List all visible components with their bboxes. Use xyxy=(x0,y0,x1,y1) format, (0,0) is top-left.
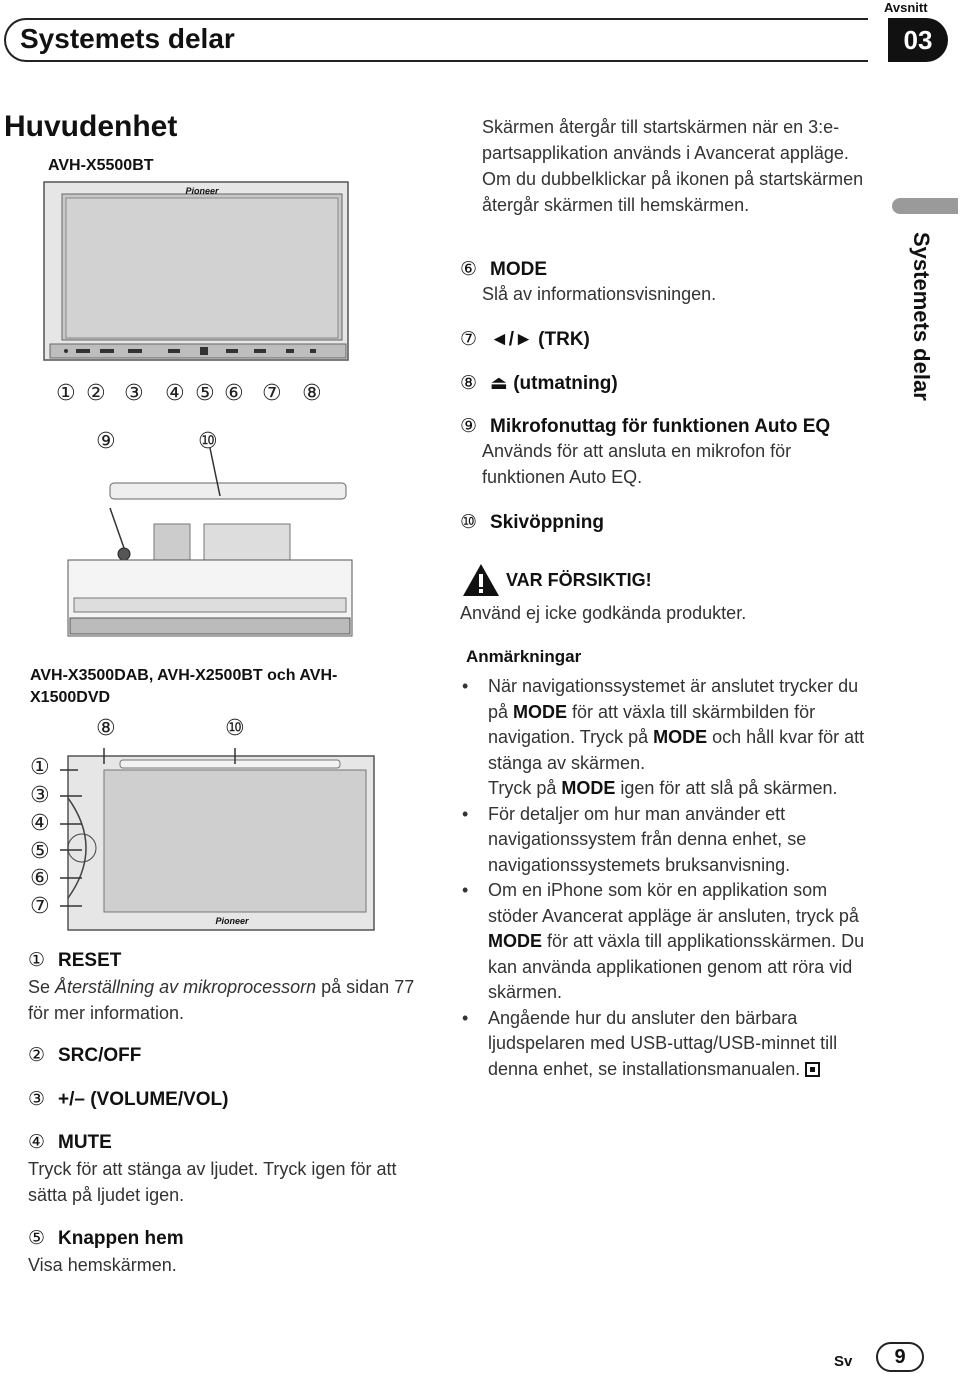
side-tab-marker xyxy=(892,198,958,214)
item-title: Knappen hem xyxy=(58,1228,184,1249)
notes-heading: Anmärkningar xyxy=(466,647,582,666)
end-mark-icon xyxy=(805,1062,820,1077)
item-body: Visa hemskärmen. xyxy=(28,1255,177,1275)
callout-a10: ⑩ xyxy=(198,429,218,454)
section-label: Avsnitt xyxy=(884,0,928,15)
note-item-extra: Tryck på MODE igen för att slå på skärmen. xyxy=(488,778,838,798)
item-title: +/– (VOLUME/VOL) xyxy=(58,1089,229,1110)
callout-a4: ④ xyxy=(165,381,185,406)
item-number: ① xyxy=(28,949,46,971)
item-mode xyxy=(460,258,870,307)
callout-a1: ① xyxy=(56,381,76,406)
callout-b6: ⑥ xyxy=(30,866,50,891)
item-reset xyxy=(28,949,428,1026)
side-tab xyxy=(880,232,960,432)
panel-block xyxy=(204,524,290,560)
item-number: ⑤ xyxy=(28,1227,46,1249)
item-number: ④ xyxy=(28,1131,46,1153)
src-button-icon xyxy=(76,349,90,353)
callout-a7: ⑦ xyxy=(262,381,282,406)
mute-button-icon xyxy=(168,349,180,353)
button-strip xyxy=(50,344,346,358)
item-mute xyxy=(28,1131,428,1208)
item-title: RESET xyxy=(58,950,122,971)
item-title: MODE xyxy=(490,259,547,280)
item-body: Slå av informationsvisningen. xyxy=(482,284,717,304)
callout-b5: ⑤ xyxy=(30,839,50,864)
item-title: Skivöppning xyxy=(490,512,604,533)
callout-b10: ⑩ xyxy=(225,716,245,741)
unit-screen xyxy=(66,198,338,338)
vol2-button-icon xyxy=(128,349,142,353)
model-label-a: AVH-X5500BT xyxy=(48,157,154,174)
callout-b3: ③ xyxy=(30,783,50,808)
home-button-icon xyxy=(200,347,208,355)
item-src-off xyxy=(28,1044,141,1067)
caution-body: Använd ej icke godkända produkter. xyxy=(460,603,747,623)
callout-a6: ⑥ xyxy=(224,381,244,406)
item-title: MUTE xyxy=(58,1132,112,1153)
callout-b7: ⑦ xyxy=(30,894,50,919)
notes-list xyxy=(460,674,880,1082)
item-number: ⑨ xyxy=(460,415,478,437)
continuation-text: Skärmen återgår till startskärmen när en 3:e-partsapplikation används i Avancerat appläge. Om du dubbelklickar på ikonen på startskärmen återgår skärmen till hemskärmen. xyxy=(482,117,864,215)
item-body: Används för att ansluta en mikrofon för funktionen Auto EQ. xyxy=(482,441,792,487)
item-number: ③ xyxy=(28,1088,46,1110)
warning-icon xyxy=(462,563,500,597)
chassis-rail xyxy=(74,598,346,612)
section-number-badge: 03 xyxy=(888,18,948,62)
head-unit-diagram-b xyxy=(60,748,380,934)
item-number: ⑧ xyxy=(460,372,478,394)
trk-button-icon xyxy=(254,349,266,353)
item-title: Mikrofonuttag för funktionen Auto EQ xyxy=(490,416,831,437)
disc-slot xyxy=(110,483,346,499)
vol-button-icon xyxy=(100,349,114,353)
callout-a5: ⑤ xyxy=(195,381,215,406)
item-trk xyxy=(460,328,590,351)
page-number: 9 xyxy=(876,1342,924,1372)
callout-b8: ⑧ xyxy=(96,716,116,741)
note-item: • När navigationssystemet är anslutet trycker du på MODE för att växla till skärmbilden för navigation. Tryck på MODE och håll kvar för att stänga av skärmen. Tryck på MODE igen för att slå på skärmen. xyxy=(460,674,880,802)
chassis-base xyxy=(70,618,350,634)
item-title: ◄/► (TRK) xyxy=(490,329,590,350)
pioneer-logo: Pioneer xyxy=(185,186,219,196)
item-number: ⑦ xyxy=(460,328,478,350)
unit-b-screen xyxy=(104,770,366,912)
mic-jack-icon xyxy=(118,548,130,560)
callout-b4: ④ xyxy=(30,811,50,836)
item-body-pre: Se xyxy=(28,977,56,997)
connector-block xyxy=(154,524,190,560)
item-body: Tryck för att stänga av ljudet. Tryck igen för att sätta på ljudet igen. xyxy=(28,1159,397,1205)
item-disc-slot xyxy=(460,511,604,534)
item-mic xyxy=(460,415,880,490)
item-title: ⏏ (utmatning) xyxy=(490,373,618,394)
language-code: Sv xyxy=(834,1353,853,1370)
model-label-b: AVH-X3500DAB, AVH-X2500BT och AVH-X1500DVD xyxy=(30,667,338,706)
mode-button-icon xyxy=(226,349,238,353)
caution-title: VAR FÖRSIKTIG! xyxy=(506,570,652,590)
note-item: • Angående hur du ansluter den bärbara ljudspelaren med USB-uttag/USB-minnet till denna enhet, se installationsmanualen. xyxy=(460,1006,880,1083)
callout-a9: ⑨ xyxy=(96,429,116,454)
callout-a3: ③ xyxy=(124,381,144,406)
pioneer-logo-b: Pioneer xyxy=(215,916,249,926)
section-heading: Huvudenhet xyxy=(4,110,178,143)
item-body-link[interactable]: Återställning av mikroprocessorn xyxy=(55,977,317,997)
item-body-post: på sidan 77 för mer information. xyxy=(28,977,415,1023)
side-tab-label: Systemets delar xyxy=(909,232,934,401)
unit-b-disc-slot xyxy=(120,760,340,768)
callout-a2: ② xyxy=(86,381,106,406)
callout-b1: ① xyxy=(30,755,50,780)
item-title: SRC/OFF xyxy=(58,1045,142,1066)
item-home xyxy=(28,1227,428,1278)
page-title: Systemets delar xyxy=(20,23,235,54)
reset-button-icon xyxy=(64,349,68,353)
item-volume xyxy=(28,1088,229,1111)
item-eject xyxy=(460,372,618,395)
eject-button-icon xyxy=(310,349,316,353)
note-item: • Om en iPhone som kör en applikation som stöder Avancerat appläge är ansluten, tryck på MODE för att växla till applikationsskärmen. Du kan använda applikationen genom att röra vid skärmen. xyxy=(460,878,880,1006)
item-number: ⑥ xyxy=(460,258,478,280)
item-number: ② xyxy=(28,1044,46,1066)
note-item: • För detaljer om hur man använder ett navigationssystem från denna enhet, se navigationssystemets bruksanvisning. xyxy=(460,802,880,879)
trk2-button-icon xyxy=(286,349,294,353)
callout-a8: ⑧ xyxy=(302,381,322,406)
head-unit-diagram-a xyxy=(40,178,356,644)
leader-line-9 xyxy=(110,508,124,548)
item-number: ⑩ xyxy=(460,511,478,533)
